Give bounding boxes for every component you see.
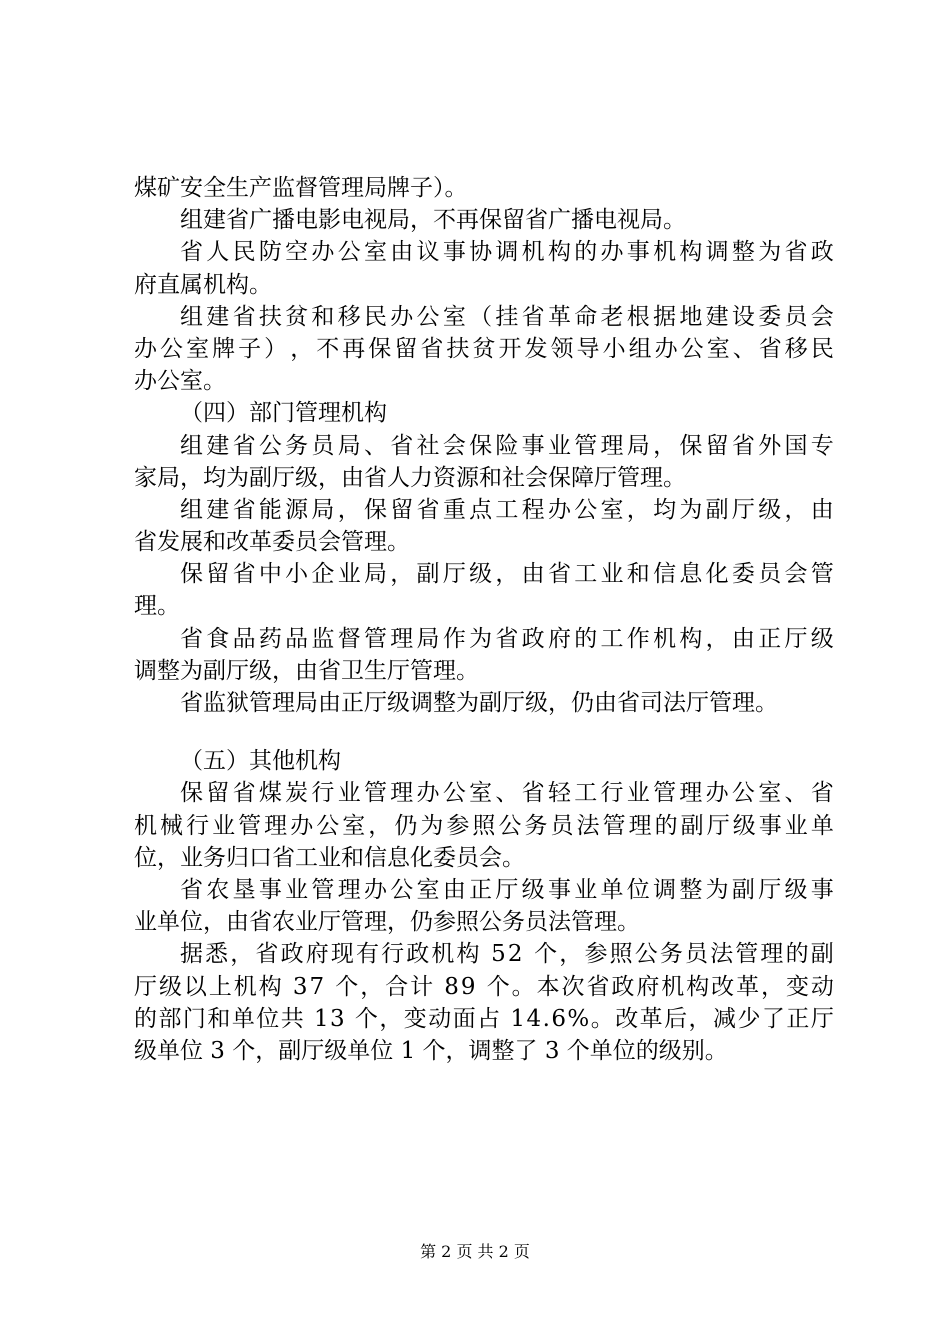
- para-industry-offices: [134, 777, 834, 874]
- para-civil-air-defense: [134, 236, 834, 300]
- text-line: （五）其他机构: [180, 748, 341, 775]
- text-line: 家局，均为副厅级，由省人力资源和社会保障厅管理。: [134, 464, 686, 491]
- text-line: 省 人 民 防 空 办 公 室 由 议 事 协 调 机 构 的 办 事 机 构 调 整 为 省 政: [180, 239, 834, 266]
- para-poverty-relocation: [134, 301, 834, 398]
- paragraph-gap: [134, 719, 834, 745]
- text-line: 组 建 省 能 源 局 ， 保 留 省 重 点 工 程 办 公 室 ， 均 为 副 厅 级 ， 由: [180, 496, 834, 523]
- text-line: 煤矿安全生产监督管理局牌子）。: [134, 175, 468, 201]
- text-line: 省发展和改革委员会管理。: [134, 529, 410, 556]
- para-coal-mine-continuation: [134, 172, 834, 204]
- para-prison-bureau: [134, 687, 834, 719]
- page-number: 第 2 页 共 2 页: [420, 1242, 530, 1261]
- para-civil-service-bureau: [134, 430, 834, 494]
- section-heading-other-agencies: [134, 745, 834, 777]
- text-line: 调整为副厅级，由省卫生厅管理。: [134, 657, 479, 684]
- para-food-drug-bureau: [134, 623, 834, 687]
- text-line: 理。: [134, 593, 180, 620]
- para-energy-bureau: [134, 494, 834, 558]
- text-line: 保 留 省 中 小 企 业 局 ， 副 厅 级 ， 由 省 工 业 和 信 息 化 委 员 会 管: [180, 561, 834, 588]
- text-line: 厅 级 以 上 机 构 3 7 个 ， 合 计 8 9 个 。 本 次 省 政 府 机 构 改 革 ， 变 动: [134, 973, 834, 1000]
- para-broadcast-film-tv: [134, 204, 834, 236]
- document-body: [134, 172, 834, 1067]
- para-summary-statistics: [134, 938, 834, 1067]
- section-heading-department-agencies: [134, 397, 834, 429]
- text-line: 业单位，由省农业厅管理，仍参照公务员法管理。: [134, 909, 640, 936]
- text-line: （四）部门管理机构: [180, 400, 387, 427]
- text-line: 省监狱管理局由正厅级调整为副厅级，仍由省司法厅管理。: [180, 690, 778, 716]
- text-line: 组 建 省 扶 贫 和 移 民 办 公 室 （ 挂 省 革 命 老 根 据 地 建 设 委 员 会: [180, 303, 834, 330]
- text-line: 办 公 室 牌 子 ） ， 不 再 保 留 省 扶 贫 开 发 领 导 小 组 办 公 室 、 省 移 民: [134, 335, 834, 362]
- text-line: 级单位 3 个，副厅级单位 1 个，调整了 3 个单位的级别。: [134, 1037, 728, 1064]
- text-line: 府直属机构。: [134, 271, 272, 298]
- text-line: 省 食 品 药 品 监 督 管 理 局 作 为 省 政 府 的 工 作 机 构 ， 由 正 厅 级: [180, 625, 834, 652]
- para-sme-bureau: [134, 558, 834, 622]
- page-footer: [0, 1242, 950, 1262]
- text-line: 位，业务归口省工业和信息化委员会。: [134, 844, 525, 871]
- text-line: 保 留 省 煤 炭 行 业 管 理 办 公 室 、 省 轻 工 行 业 管 理 办 公 室 、 省: [180, 780, 834, 807]
- para-land-reclamation: [134, 874, 834, 938]
- text-line: 省 农 垦 事 业 管 理 办 公 室 由 正 厅 级 事 业 单 位 调 整 为 副 厅 级 事: [180, 876, 834, 903]
- text-line: 的 部 门 和 单 位 共 1 3 个 ， 变 动 面 占 1 4 . 6 % 。 改 革 后 ， 减 少 了 正 厅: [134, 1005, 834, 1032]
- text-line: 机 械 行 业 管 理 办 公 室 ， 仍 为 参 照 公 务 员 法 管 理 的 副 厅 级 事 业 单: [134, 812, 834, 839]
- text-line: 据 悉 ， 省 政 府 现 有 行 政 机 构 5 2 个 ， 参 照 公 务 员 法 管 理 的 副: [180, 941, 834, 968]
- text-line: 办公室。: [134, 368, 226, 395]
- text-line: 组 建 省 公 务 员 局 、 省 社 会 保 险 事 业 管 理 局 ， 保 留 省 外 国 专: [180, 432, 834, 459]
- text-line: 组建省广播电影电视局，不再保留省广播电视局。: [180, 207, 686, 234]
